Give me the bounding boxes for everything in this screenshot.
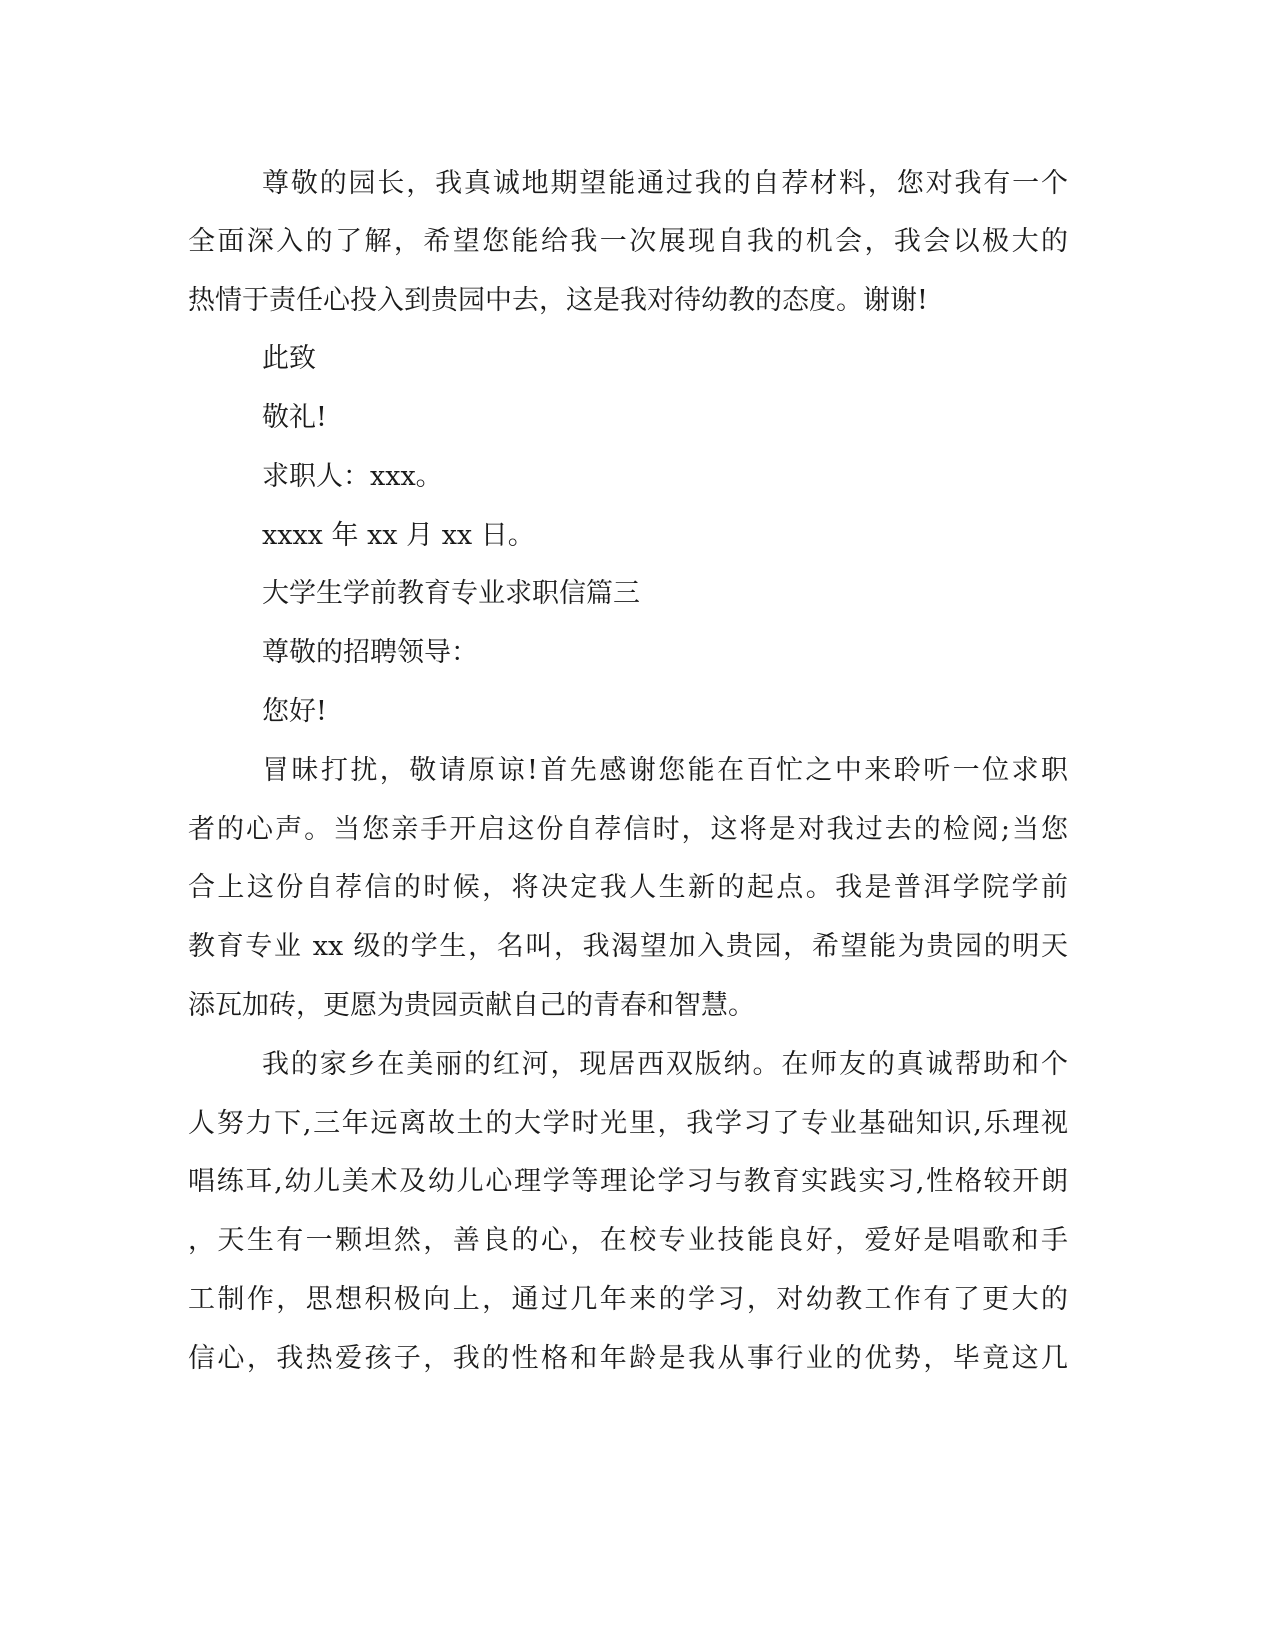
paragraph-3-line-4: ，天生有一颗坦然，善良的心，在校专业技能良好，爱好是唱歌和手 <box>188 1225 1068 1256</box>
salutation: 尊敬的招聘领导： <box>262 637 478 668</box>
applicant-name: 求职人：xxx。 <box>262 461 443 492</box>
section-title: 大学生学前教育专业求职信篇三 <box>262 578 640 609</box>
paragraph-2-line-1: 冒昧打扰，敬请原谅!首先感谢您能在百忙之中来聆听一位求职 <box>262 755 1068 786</box>
paragraph-2-line-2: 者的心声。当您亲手开启这份自荐信时，这将是对我过去的检阅;当您 <box>188 814 1068 845</box>
paragraph-1-line-3: 热情于责任心投入到贵园中去，这是我对待幼教的态度。谢谢! <box>188 285 928 316</box>
paragraph-1-line-2: 全面深入的了解，希望您能给我一次展现自我的机会，我会以极大的 <box>188 226 1068 257</box>
paragraph-3-line-3: 唱练耳,幼儿美术及幼儿心理学等理论学习与教育实践实习,性格较开朗 <box>188 1166 1068 1197</box>
greeting: 您好! <box>262 696 327 727</box>
paragraph-2-line-4: 教育专业 xx 级的学生，名叫，我渴望加入贵园，希望能为贵园的明天 <box>188 931 1068 962</box>
paragraph-3-line-5: 工制作，思想积极向上，通过几年来的学习，对幼教工作有了更大的 <box>188 1284 1068 1315</box>
paragraph-2-line-5: 添瓦加砖，更愿为贵园贡献自己的青春和智慧。 <box>188 990 755 1021</box>
paragraph-2-line-3: 合上这份自荐信的时候，将决定我人生新的起点。我是普洱学院学前 <box>188 872 1068 903</box>
paragraph-1-line-1: 尊敬的园长，我真诚地期望能通过我的自荐材料，您对我有一个 <box>262 168 1068 199</box>
paragraph-3-line-6: 信心，我热爱孩子，我的性格和年龄是我从事行业的优势，毕竟这几 <box>188 1343 1068 1374</box>
closing-jingli: 敬礼! <box>262 402 327 433</box>
paragraph-3-line-1: 我的家乡在美丽的红河，现居西双版纳。在师友的真诚帮助和个 <box>262 1049 1068 1080</box>
letter-date: xxxx 年 xx 月 xx 日。 <box>262 520 535 551</box>
closing-cizhi: 此致 <box>262 343 316 374</box>
paragraph-3-line-2: 人努力下,三年远离故土的大学时光里，我学习了专业基础知识,乐理视 <box>188 1108 1068 1139</box>
